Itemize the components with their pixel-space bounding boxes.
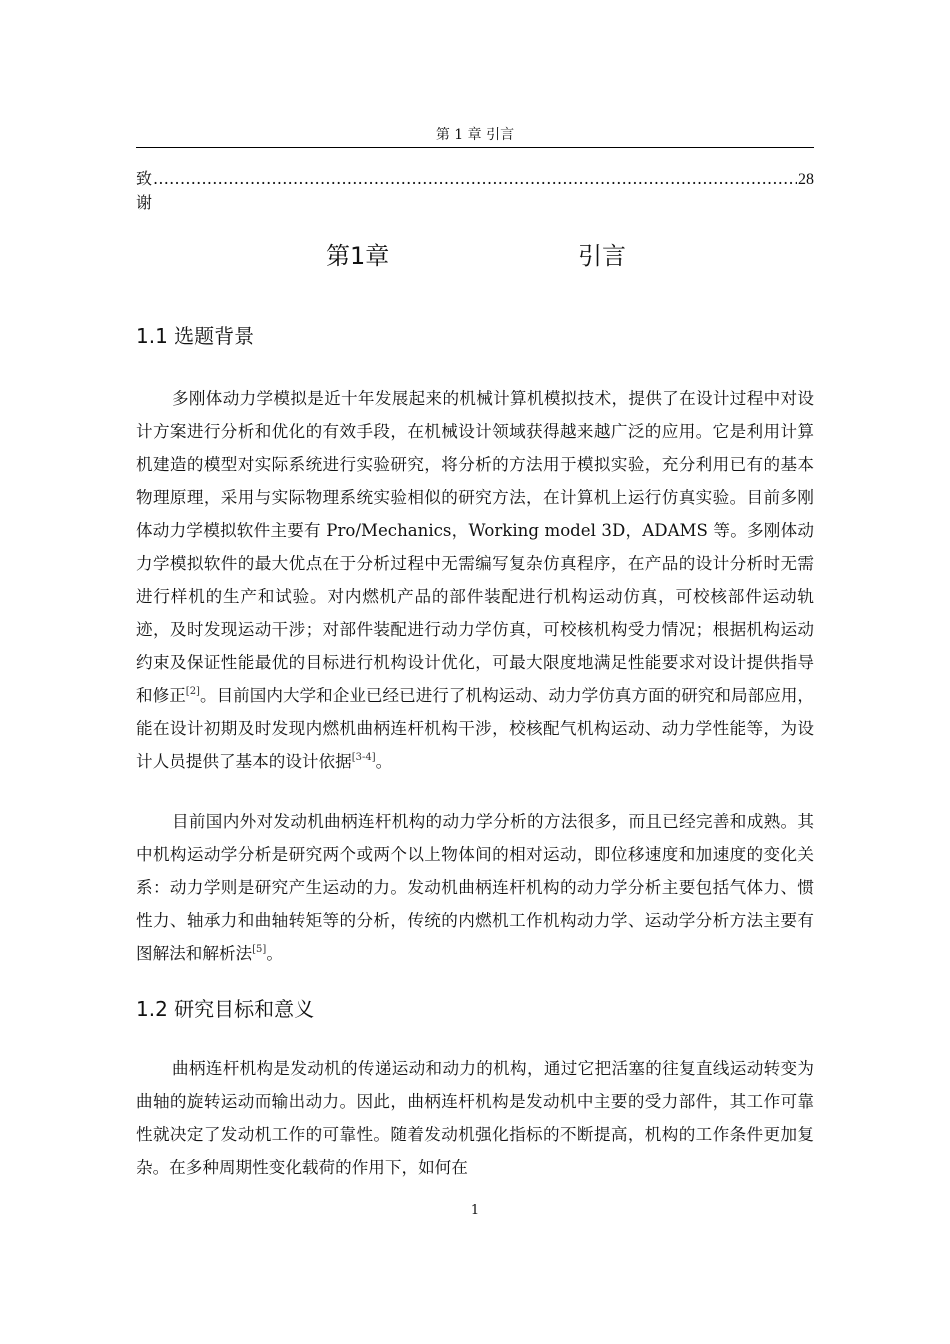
section-heading-1-2: 1.2 研究目标和意义	[136, 997, 315, 1021]
section-heading-1-1: 1.1 选题背景	[136, 324, 255, 348]
paragraph	[136, 805, 814, 970]
citation[interactable]: [2]	[185, 686, 200, 697]
running-header: 第 1 章 引言	[435, 127, 515, 143]
paragraph-text: 目前国内外对发动机曲柄连杆机构的动力学分析的方法很多，而且已经完善和成熟。其中机构运动学分析是研究两个或两个以上物体间的相对运动，即位移速度和加速度的变化关系：动力学则是研究产生运动的力。发动机曲柄连杆机构的动力学分析主要包括气体力、惯性力、轴承力和曲轴转矩等的分析，传统的内燃机工作机构动力学、运动学分析方法主要有图解法和解析法	[136, 812, 814, 963]
toc-entry-page: 28	[798, 171, 814, 188]
toc-entry-label: 致谢	[136, 169, 153, 212]
paragraph-text: 。目前国内大学和企业已经已进行了机构运动、动力学仿真方面的研究和局部应用，能在设计初期及时发现内燃机曲柄连杆机构干涉，校核配气机构运动、动力学性能等，为设计人员提供了基本的设计依据	[136, 686, 815, 771]
paragraph-text: 。	[266, 944, 283, 963]
chapter-number: 第1章	[326, 242, 390, 270]
page-number: 1	[470, 1203, 480, 1218]
toc-entry[interactable]	[136, 167, 814, 212]
toc-dot-leader	[153, 167, 797, 191]
citation[interactable]: [3-4]	[351, 752, 376, 763]
citation[interactable]: [5]	[252, 944, 267, 955]
chapter-name: 引言	[578, 242, 626, 270]
paragraph-text: 曲柄连杆机构是发动机的传递运动和动力的机构，通过它把活塞的往复直线运动转变为曲轴的旋转运动而输出动力。因此，曲柄连杆机构是发动机中主要的受力部件，其工作可靠性就决定了发动机工作的可靠性。随着发动机强化指标的不断提高，机构的工作条件更加复杂。在多种周期性变化载荷的作用下，如何在	[136, 1059, 814, 1177]
chapter-title	[0, 238, 950, 274]
header-divider	[136, 147, 814, 148]
paragraph	[136, 382, 814, 778]
paragraph-text: 。	[375, 752, 393, 771]
paragraph	[136, 1052, 814, 1184]
paragraph-text: 多刚体动力学模拟是近十年发展起来的机械计算机模拟技术，提供了在设计过程中对设计方案进行分析和优化的有效手段，在机械设计领域获得越来越广泛的应用。它是利用计算机建造的模型对实际系统进行实验研究，将分析的方法用于模拟实验，充分利用已有的基本物理原理，采用与实际物理系统实验相似的研究方法，在计算机上运行仿真实验。目前多刚体动力学模拟软件主要有 Pro/Mechanics，Working model 3D，ADAMS 等。多刚体动力学模拟软件的最大优点在于分析过程中无需编写复杂仿真程序，在产品的设计分析时无需进行样机的生产和试验。对内燃机产品的部件装配进行机构运动仿真，可校核部件运动轨迹，及时发现运动干涉；对部件装配进行动力学仿真，可校核机构受力情况；根据机构运动约束及保证性能最优的目标进行机构设计优化，可最大限度地满足性能要求对设计提供指导和修正	[136, 389, 814, 705]
